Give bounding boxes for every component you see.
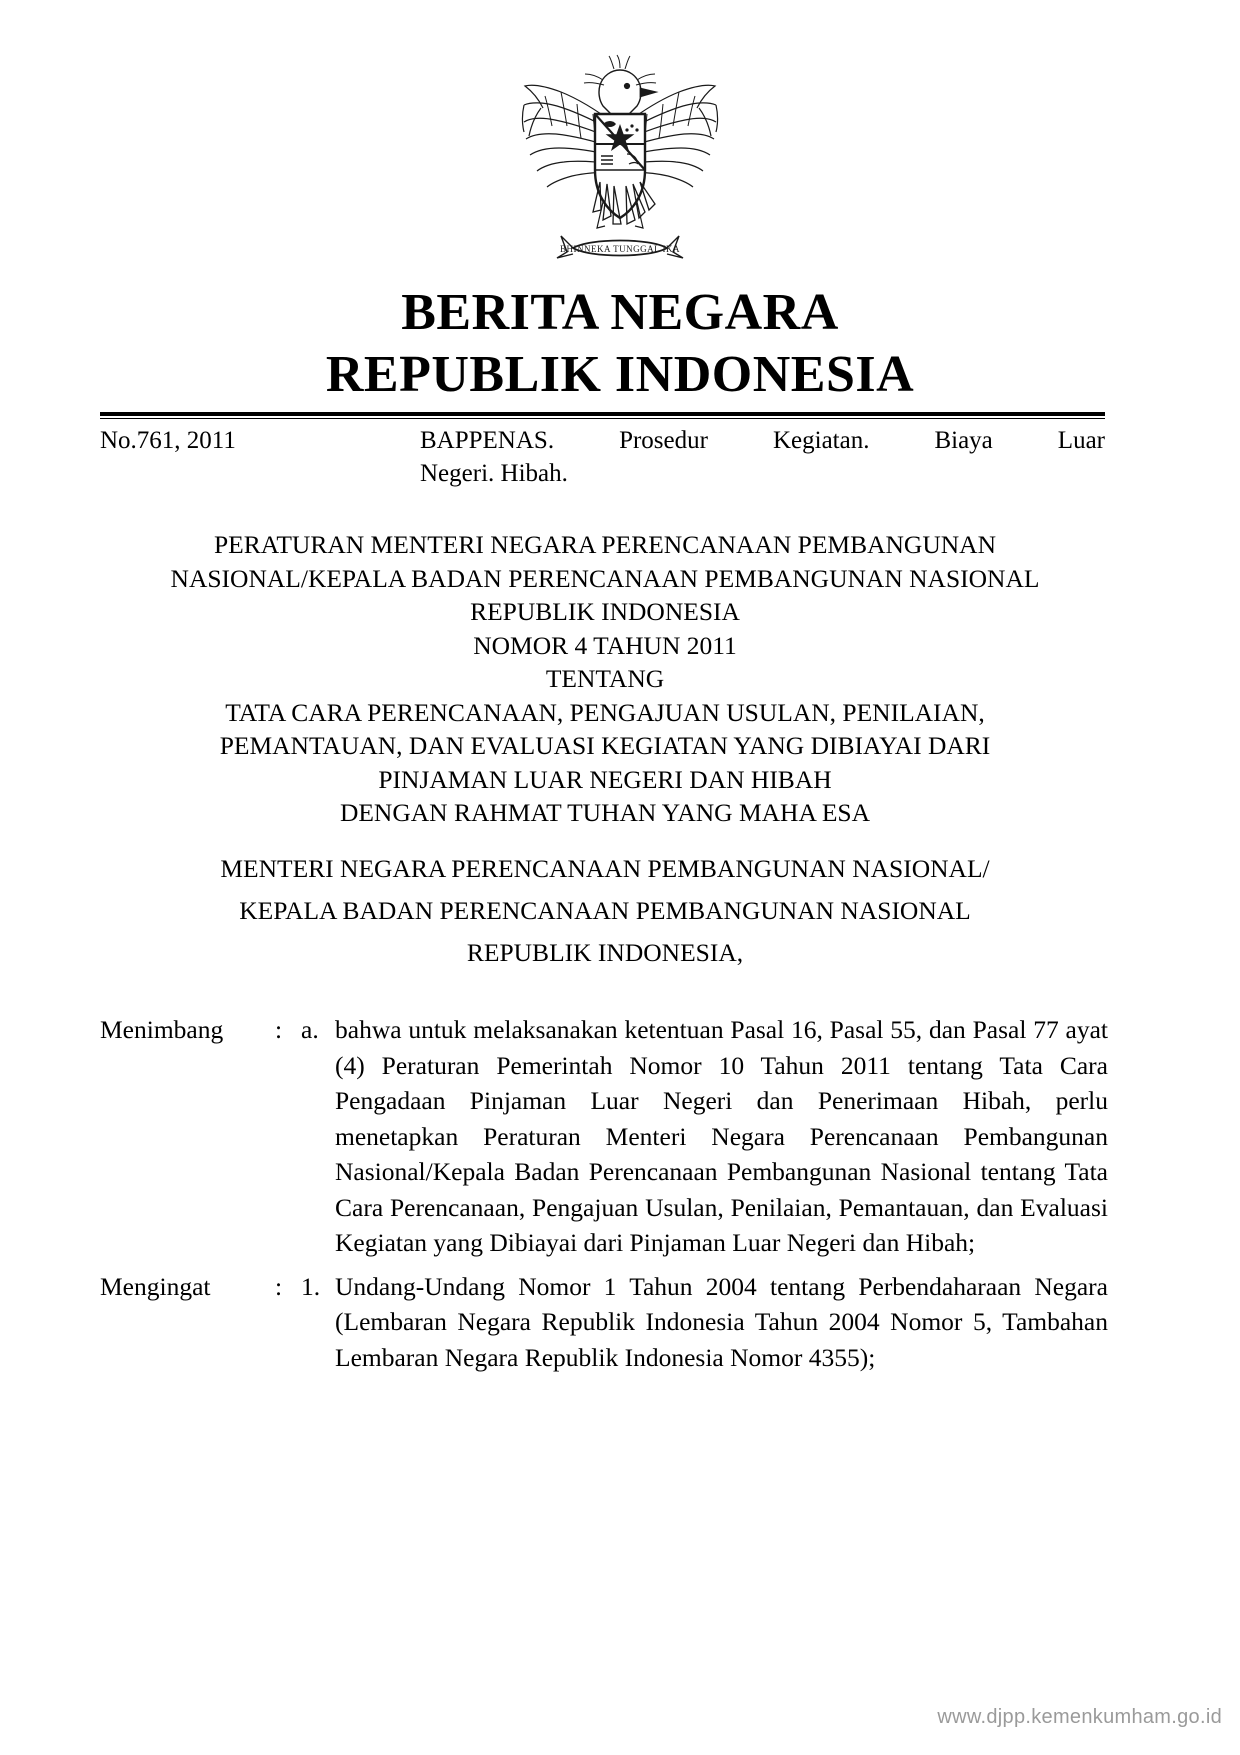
authority-line-2: KEPALA BADAN PERENCANAAN PEMBANGUNAN NASIONAL — [239, 896, 971, 925]
clause-list — [100, 1012, 1108, 1383]
heading-line-5: TENTANG — [545, 664, 665, 693]
gazette-subject-line-1: BAPPENAS. Prosedur Kegiatan. Biaya Luar — [420, 427, 1105, 454]
gazette-subject-line-2: Negeri. Hibah. — [420, 460, 568, 487]
heading-line-8: PINJAMAN LUAR NEGERI DAN HIBAH — [378, 764, 832, 794]
masthead-divider — [100, 412, 1105, 419]
heading-line-4: NOMOR 4 TAHUN 2011 — [473, 630, 737, 660]
masthead-line-1: BERITA NEGARA — [401, 284, 839, 341]
heading-line-1: PERATURAN MENTERI NEGARA PERENCANAAN PEMBANGUNAN — [213, 530, 997, 559]
clause-label-menimbang: Menimbang — [100, 1015, 224, 1044]
heading-line-3: REPUBLIK INDONESIA — [470, 597, 740, 626]
gazette-number: No.761, 2011 — [100, 427, 236, 454]
garuda-pancasila-emblem — [515, 52, 725, 267]
clause-marker-menimbang: a. — [301, 1015, 319, 1044]
emblem-container — [0, 52, 1240, 267]
heading-line-2: NASIONAL/KEPALA BADAN PERENCANAAN PEMBANGUNAN NASIONAL — [170, 563, 1040, 593]
masthead — [100, 282, 1140, 406]
heading-line-6: TATA CARA PERENCANAAN, PENGAJUAN USULAN, PENILAIAN, — [225, 697, 985, 727]
masthead-line-2: REPUBLIK INDONESIA — [325, 346, 915, 403]
gazette-subject — [420, 424, 1105, 490]
regulation-heading — [100, 528, 1110, 830]
clause-menimbang — [100, 1012, 1108, 1261]
authority-line-1: MENTERI NEGARA PERENCANAAN PEMBANGUNAN NASIONAL/ — [220, 854, 990, 883]
clause-marker-mengingat: 1. — [301, 1271, 321, 1301]
footer-source-url: www.djpp.kemenkumham.go.id — [937, 1706, 1222, 1728]
svg-text:BHINNEKA TUNGGAL IKA: BHINNEKA TUNGGAL IKA — [560, 244, 680, 254]
clause-colon-menimbang: : — [275, 1015, 283, 1044]
clause-text-mengingat: Undang-Undang Nomor 1 Tahun 2004 tentang Perbendaharaan Negara (Lembaran Negara Republik Indonesia Tahun 2004 Nomor 5, Tambahan Lembaran Negara Republik Indonesia Nomor 4355); — [335, 1271, 1108, 1372]
authority-line-3: REPUBLIK INDONESIA, — [466, 938, 744, 967]
footer — [0, 1706, 1240, 1729]
clause-mengingat — [100, 1269, 1108, 1376]
issuing-authority — [100, 848, 1110, 974]
clause-colon-mengingat: : — [275, 1271, 283, 1301]
gazette-reference — [100, 424, 1105, 490]
heading-line-9: DENGAN RAHMAT TUHAN YANG MAHA ESA — [339, 798, 871, 827]
clause-label-mengingat: Mengingat — [100, 1271, 211, 1301]
heading-line-7: PEMANTAUAN, DAN EVALUASI KEGIATAN YANG DIBIAYAI DARI — [219, 731, 991, 760]
clause-text-menimbang: bahwa untuk melaksanakan ketentuan Pasal 16, Pasal 55, dan Pasal 77 ayat (4) Peraturan Pemerintah Nomor 10 Tahun 2011 tentang Tata Cara Pengadaan Pinjaman Luar Negeri dan Penerimaan Hibah, perlu menetapkan Peraturan Menteri Negara Perencanaan Pembangunan Nasional/Kepala Badan Perencanaan Pembangunan Nasional tentang Tata Cara Perencanaan, Pengajuan Usulan, Penilaian, Pemantauan, dan Evaluasi Kegiatan yang Dibiayai dari Pinjaman Luar Negeri dan Hibah; — [335, 1015, 1108, 1257]
